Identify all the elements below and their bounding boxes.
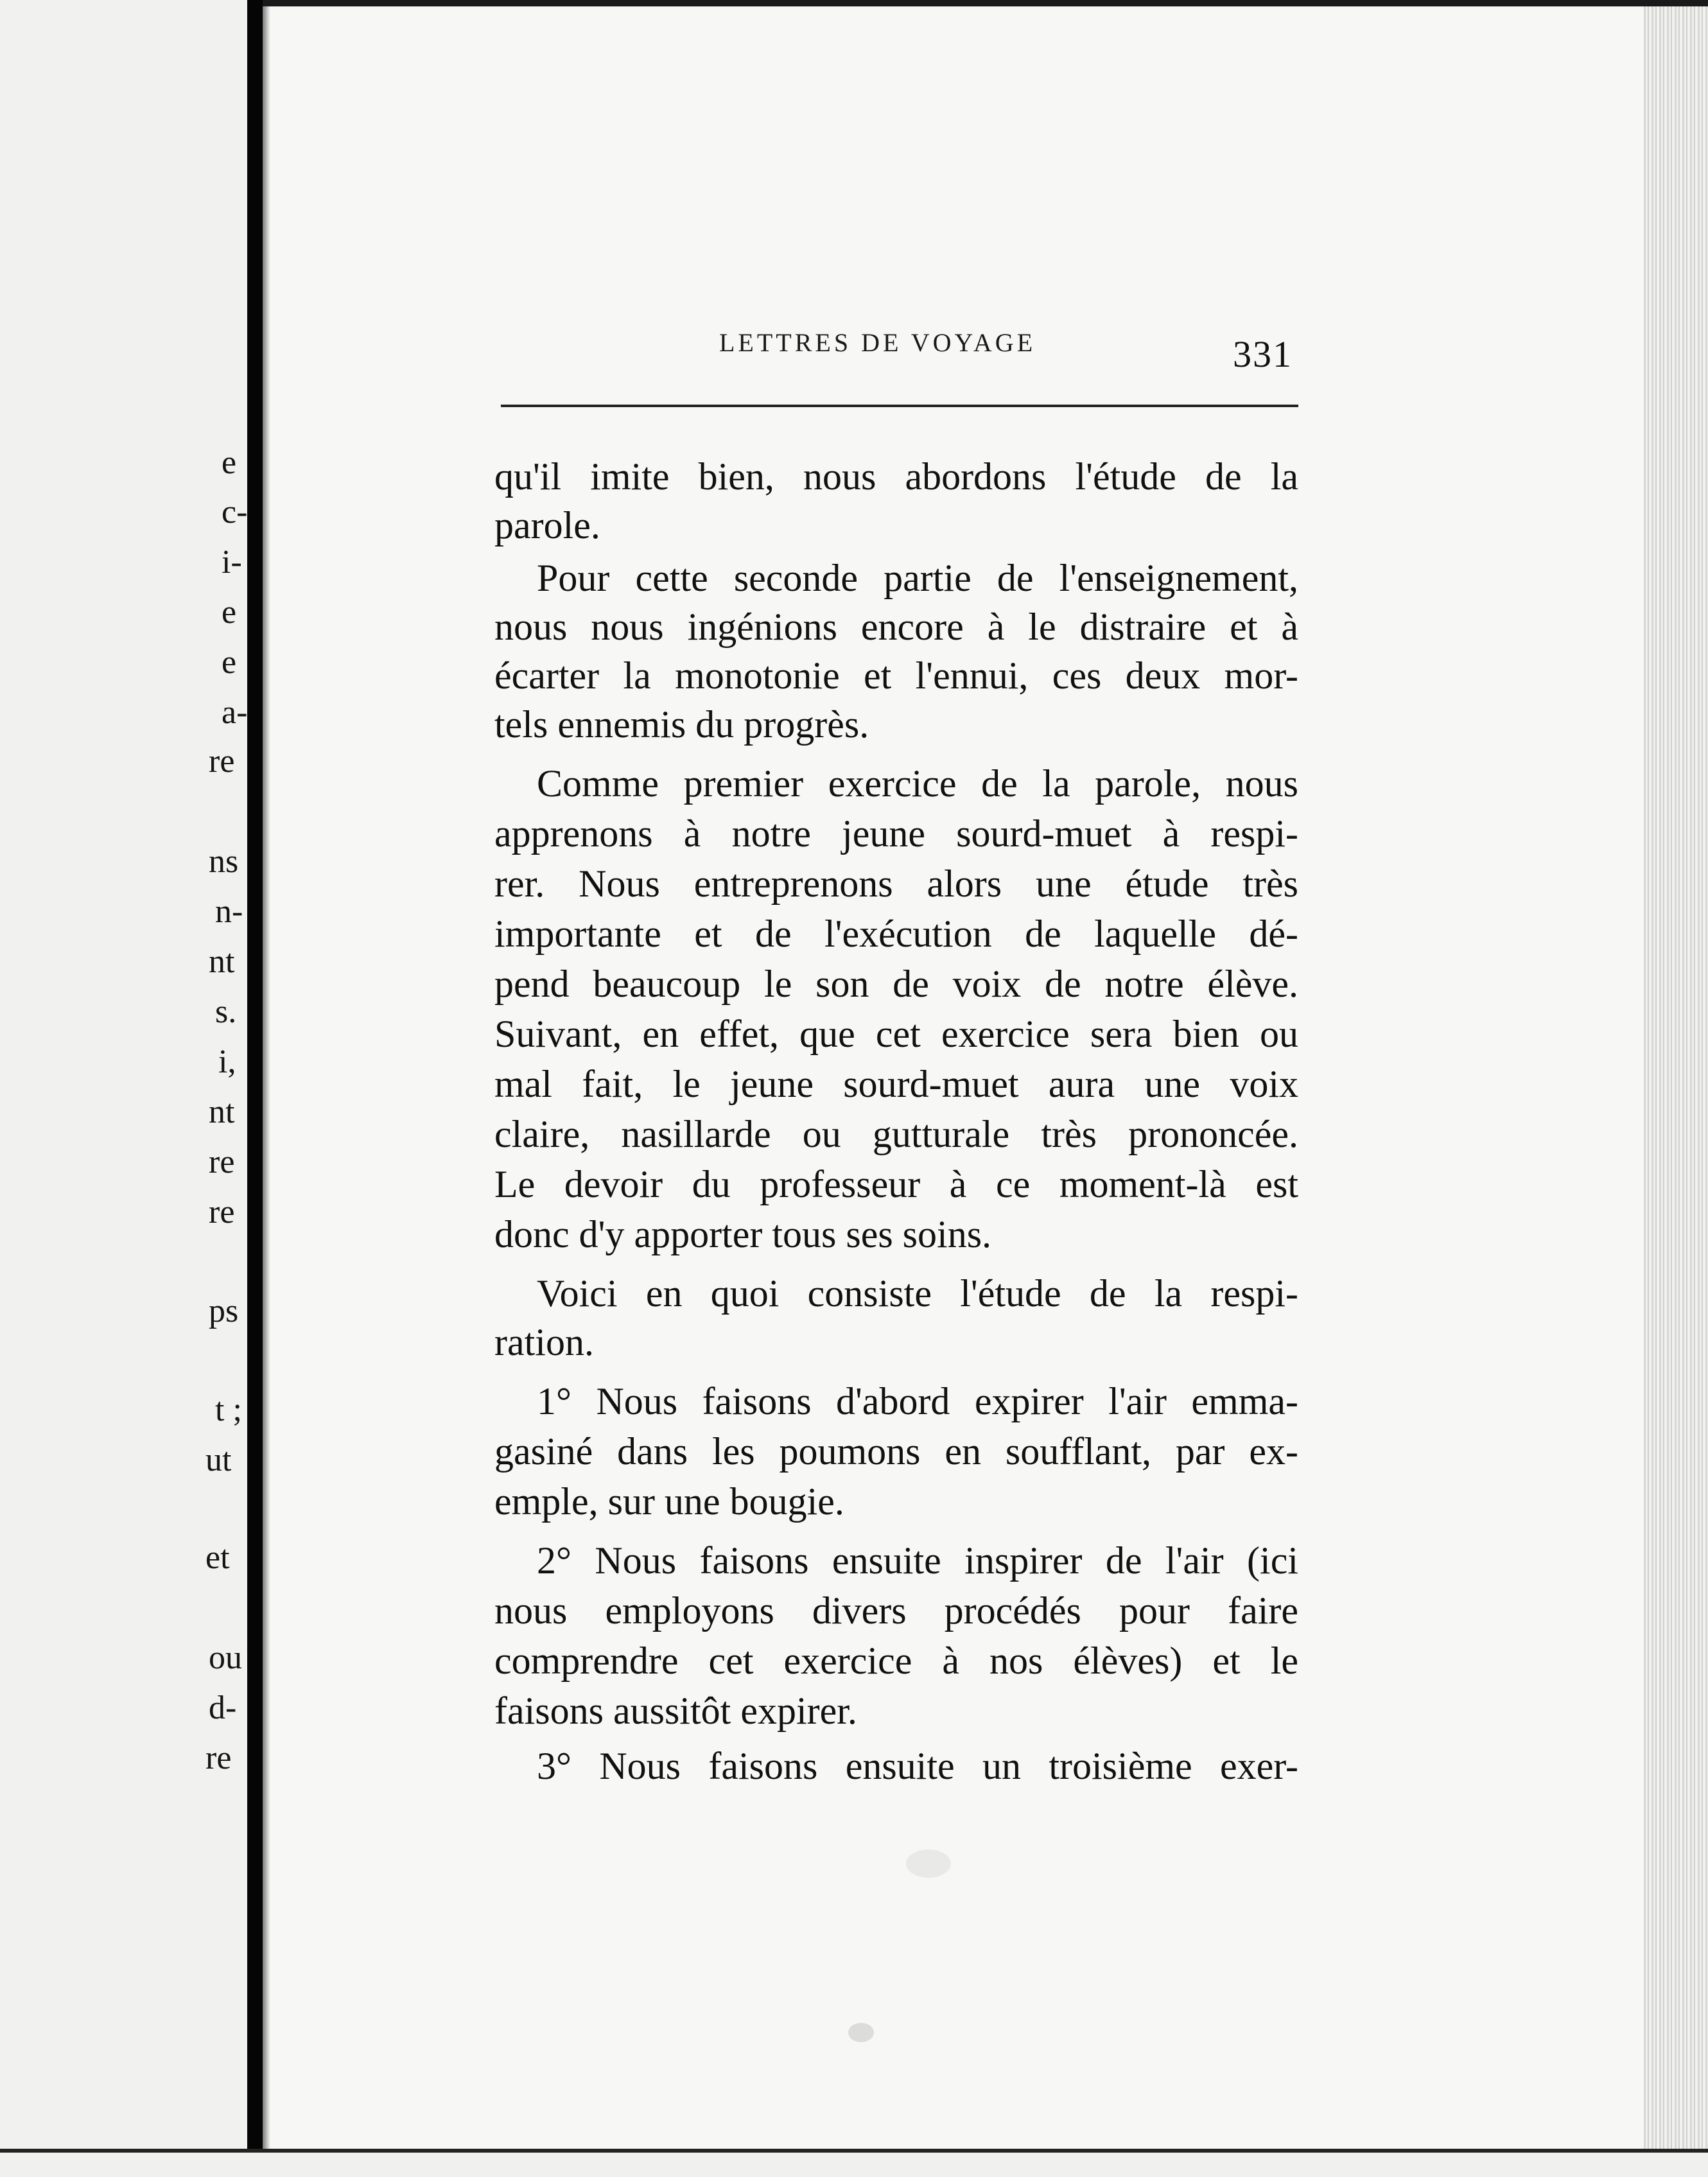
left-page-fragment: et (205, 1539, 230, 1576)
left-page-fragment: re (209, 1144, 235, 1180)
left-page-fragment: t ; (215, 1392, 242, 1428)
body-line: parole. (494, 504, 600, 546)
body-line: Voici en quoi consiste l'étude de la respi- (537, 1272, 1298, 1315)
body-line: ration. (494, 1321, 594, 1363)
header-rule (501, 405, 1298, 407)
body-line: apprenons à notre jeune sourd-muet à respi- (494, 812, 1298, 855)
body-line: écarter la monotonie et l'ennui, ces deux mor- (494, 654, 1298, 697)
body-line: 2° Nous faisons ensuite inspirer de l'air (ici (537, 1539, 1298, 1582)
body-line: rer. Nous entreprenons alors une étude très (494, 862, 1298, 905)
left-page-fragment: d- (209, 1690, 237, 1726)
page-number: 331 (1233, 333, 1293, 375)
left-page-edge (0, 0, 247, 2173)
left-page-fragment: i- (222, 544, 242, 581)
left-page-fragment: ut (205, 1442, 232, 1478)
left-page-fragment: nt (209, 1094, 235, 1130)
body-line: claire, nasillarde ou gutturale très prononcée. (494, 1113, 1298, 1155)
left-page-fragment: e (222, 444, 237, 481)
body-line: Le devoir du professeur à ce moment-là est (494, 1163, 1298, 1205)
body-line: Comme premier exercice de la parole, nous (537, 762, 1298, 805)
left-page-fragment: nt (209, 943, 235, 980)
book-gutter (247, 0, 263, 2173)
body-line: donc d'y apporter tous ses soins. (494, 1213, 992, 1255)
left-page-fragment: c- (222, 494, 248, 530)
body-line: 3° Nous faisons ensuite un troisième exer- (537, 1745, 1298, 1787)
body-line: gasiné dans les poumons en soufflant, par ex- (494, 1430, 1298, 1473)
body-line: Suivant, en effet, que cet exercice sera bien ou (494, 1013, 1298, 1055)
page-edges (1644, 0, 1708, 2173)
body-line: qu'il imite bien, nous abordons l'étude de la (494, 455, 1298, 498)
left-page-fragment: e (222, 594, 237, 631)
body-line: comprendre cet exercice à nos élèves) et le (494, 1639, 1298, 1682)
body-line: mal fait, le jeune sourd-muet aura une voix (494, 1063, 1298, 1105)
left-page-fragment: ou (209, 1639, 242, 1676)
scan-top-border (263, 0, 1708, 6)
body-line: pend beaucoup le son de voix de notre élève. (494, 963, 1298, 1005)
running-head: LETTRES DE VOYAGE (719, 328, 1036, 357)
body-line: importante et de l'exécution de laquelle dé- (494, 913, 1298, 955)
paper-speck (848, 2023, 874, 2042)
left-page-fragment: ns (209, 843, 239, 880)
left-page-fragment: n- (215, 893, 243, 930)
left-page-fragment: s. (215, 993, 237, 1030)
body-line: nous employons divers procédés pour faire (494, 1589, 1298, 1632)
body-line: Pour cette seconde partie de l'enseignement, (537, 557, 1298, 599)
left-page-fragment: a- (222, 694, 248, 731)
body-line: emple, sur une bougie. (494, 1480, 844, 1523)
gutter-shadow (263, 0, 270, 2173)
scan-bottom-border (0, 2149, 1708, 2177)
paper-speck (906, 1849, 951, 1878)
left-page-fragment: i, (218, 1044, 236, 1080)
left-page-fragment: re (205, 1740, 232, 1776)
left-page-fragment: re (209, 1194, 235, 1230)
body-line: tels ennemis du progrès. (494, 703, 869, 746)
body-line: faisons aussitôt expirer. (494, 1690, 857, 1732)
body-line: nous nous ingénions encore à le distraire et à (494, 606, 1298, 648)
left-page-fragment: ps (209, 1293, 239, 1329)
body-line: 1° Nous faisons d'abord expirer l'air emma- (537, 1380, 1298, 1422)
left-page-fragment: e (222, 644, 237, 681)
left-page-fragment: re (209, 743, 235, 780)
